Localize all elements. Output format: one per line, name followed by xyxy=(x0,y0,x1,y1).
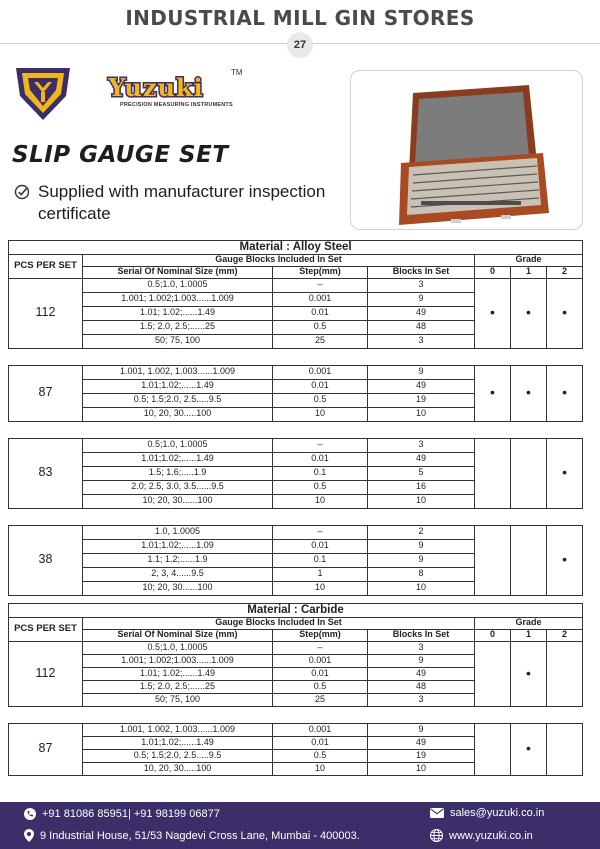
step-cell: 25 xyxy=(273,693,368,706)
step-cell: 0.01 xyxy=(273,667,368,680)
blocks-cell: 9 xyxy=(368,723,475,736)
grade-2-mark: • xyxy=(547,278,583,348)
blocks-cell: 16 xyxy=(368,480,475,494)
grade-header: Grade xyxy=(475,617,583,629)
grade-0-mark xyxy=(475,438,511,508)
pcs-count: 112 xyxy=(9,641,83,706)
nominal-size-cell: 1.001; 1.002;1.003......1.009 xyxy=(83,292,273,306)
nominal-size-cell: 0.5;1.0, 1.0005 xyxy=(83,278,273,292)
set-gap-cell xyxy=(9,508,583,525)
step-cell: – xyxy=(273,641,368,654)
phone-text[interactable]: +91 81086 85951| +91 98199 06877 xyxy=(42,808,220,820)
step-cell: 0.01 xyxy=(273,306,368,320)
gauge-blocks-header: Gauge Blocks Included In Set xyxy=(83,617,475,629)
blocks-cell: 5 xyxy=(368,466,475,480)
grade-1-mark: • xyxy=(511,365,547,421)
step-header: Step(mm) xyxy=(273,629,368,641)
blocks-cell: 49 xyxy=(368,379,475,393)
blocks-cell: 10 xyxy=(368,494,475,508)
nominal-size-cell: 0.5;1.0, 1.0005 xyxy=(83,438,273,452)
nominal-size-cell: 1.001; 1.002;1.003......1.009 xyxy=(83,654,273,667)
blocks-cell: 9 xyxy=(368,654,475,667)
step-cell: 10 xyxy=(273,581,368,595)
nominal-size-cell: 1.5; 2.0, 2.5;......25 xyxy=(83,680,273,693)
svg-text:Yuzuki: Yuzuki xyxy=(108,73,204,102)
step-cell: 0.001 xyxy=(273,365,368,379)
mail-icon xyxy=(430,808,444,818)
grade-2-header: 2 xyxy=(547,629,583,641)
set-gap xyxy=(9,421,583,438)
nominal-size-cell: 1.01; 1.02;......1.49 xyxy=(83,306,273,320)
set-gap xyxy=(9,706,583,723)
grade-0-mark xyxy=(475,525,511,595)
step-cell: 0.01 xyxy=(273,539,368,553)
table-row xyxy=(9,723,583,736)
set-gap-cell xyxy=(9,421,583,438)
step-header: Step(mm) xyxy=(273,266,368,278)
material-heading: Material : Carbide xyxy=(9,604,583,618)
blocks-cell: 3 xyxy=(368,438,475,452)
pcs-count: 87 xyxy=(9,365,83,421)
step-cell: 0.5 xyxy=(273,320,368,334)
grade-2-mark xyxy=(547,723,583,775)
nominal-size-cell: 0.5; 1.5;2.0, 2.5.....9.5 xyxy=(83,393,273,407)
pcs-count: 83 xyxy=(9,438,83,508)
nominal-size-cell: 1.001, 1.002, 1.003......1.009 xyxy=(83,365,273,379)
serial-size-header: Serial Of Nominal Size (mm) xyxy=(83,266,273,278)
brand-tagline: PRECISION MEASURING INSTRUMENTS xyxy=(120,102,233,108)
blocks-cell: 19 xyxy=(368,393,475,407)
grade-0-mark: • xyxy=(475,365,511,421)
step-cell: 0.01 xyxy=(273,736,368,749)
footer-phone xyxy=(24,808,220,820)
nominal-size-cell: 2.0; 2.5, 3.0, 3.5......9.5 xyxy=(83,480,273,494)
nominal-size-cell: 1.0, 1.0005 xyxy=(83,525,273,539)
grade-1-header: 1 xyxy=(511,266,547,278)
grade-2-header: 2 xyxy=(547,266,583,278)
page-number-badge: 27 xyxy=(287,32,313,58)
grade-0-mark xyxy=(475,641,511,706)
blocks-cell: 49 xyxy=(368,452,475,466)
blocks-cell: 2 xyxy=(368,525,475,539)
nominal-size-cell: 1.001, 1.002, 1.003......1.009 xyxy=(83,723,273,736)
phone-icon xyxy=(24,808,36,820)
pcs-count: 38 xyxy=(9,525,83,595)
table-row xyxy=(9,365,583,379)
blocks-in-set-header: Blocks In Set xyxy=(368,266,475,278)
blocks-cell: 9 xyxy=(368,553,475,567)
feature-text: Supplied with manufacturer inspection certificate xyxy=(38,182,326,223)
nominal-size-cell: 50; 75, 100 xyxy=(83,693,273,706)
pcs-per-set-header: PCS PER SET xyxy=(9,617,83,641)
blocks-cell: 9 xyxy=(368,365,475,379)
nominal-size-cell: 1.01;1.02;......1.49 xyxy=(83,379,273,393)
yuzuki-wordmark-logo xyxy=(80,72,232,102)
blocks-cell: 49 xyxy=(368,306,475,320)
nominal-size-cell: 10; 20, 30......100 xyxy=(83,581,273,595)
grade-0-header: 0 xyxy=(475,629,511,641)
footer-website xyxy=(430,829,533,842)
feature-bullet xyxy=(14,181,328,225)
gauge-blocks-header: Gauge Blocks Included In Set xyxy=(83,254,475,266)
grade-1-mark xyxy=(511,438,547,508)
set-gap xyxy=(9,348,583,365)
nominal-size-cell: 50; 75, 100 xyxy=(83,334,273,348)
blocks-cell: 48 xyxy=(368,680,475,693)
blocks-cell: 9 xyxy=(368,539,475,553)
pcs-per-set-header: PCS PER SET xyxy=(9,254,83,278)
step-cell: 0.1 xyxy=(273,466,368,480)
step-cell: 10 xyxy=(273,762,368,775)
blocks-cell: 3 xyxy=(368,693,475,706)
nominal-size-cell: 10, 20, 30.....100 xyxy=(83,762,273,775)
pcs-count: 87 xyxy=(9,723,83,775)
slip-gauge-set-photo xyxy=(351,71,583,230)
nominal-size-cell: 10; 20, 30......100 xyxy=(83,494,273,508)
step-cell: 0.5 xyxy=(273,680,368,693)
grade-1-mark: • xyxy=(511,278,547,348)
nominal-size-cell: 1.01; 1.02;......1.49 xyxy=(83,667,273,680)
step-cell: – xyxy=(273,278,368,292)
carbide-spec-table xyxy=(8,603,583,776)
step-cell: 0.001 xyxy=(273,654,368,667)
grade-1-header: 1 xyxy=(511,629,547,641)
serial-size-header: Serial Of Nominal Size (mm) xyxy=(83,629,273,641)
grade-1-mark: • xyxy=(511,723,547,775)
table-row xyxy=(9,278,583,292)
globe-icon xyxy=(430,829,443,842)
nominal-size-cell: 0.5; 1.5;2.0, 2.5.....9.5 xyxy=(83,749,273,762)
step-cell: 10 xyxy=(273,407,368,421)
step-cell: 0.5 xyxy=(273,480,368,494)
grade-2-mark xyxy=(547,641,583,706)
blocks-cell: 8 xyxy=(368,567,475,581)
page-header-title: INDUSTRIAL MILL GIN STORES xyxy=(125,6,475,30)
grade-1-mark xyxy=(511,525,547,595)
nominal-size-cell: 1.01;1.02;......1.49 xyxy=(83,736,273,749)
table-row xyxy=(9,525,583,539)
grade-2-mark: • xyxy=(547,365,583,421)
blocks-cell: 3 xyxy=(368,641,475,654)
location-pin-icon xyxy=(24,829,34,842)
nominal-size-cell: 0.5;1.0, 1.0005 xyxy=(83,641,273,654)
grade-1-mark: • xyxy=(511,641,547,706)
step-cell: 25 xyxy=(273,334,368,348)
check-circle-icon xyxy=(14,184,30,200)
blocks-cell: 49 xyxy=(368,736,475,749)
pcs-count: 112 xyxy=(9,278,83,348)
blocks-cell: 9 xyxy=(368,292,475,306)
table-row xyxy=(9,438,583,452)
step-cell: 0.5 xyxy=(273,749,368,762)
blocks-cell: 49 xyxy=(368,667,475,680)
grade-0-header: 0 xyxy=(475,266,511,278)
step-cell: 1 xyxy=(273,567,368,581)
blocks-cell: 19 xyxy=(368,749,475,762)
nominal-size-cell: 1.01;1.02;......1.09 xyxy=(83,539,273,553)
step-cell: 0.1 xyxy=(273,553,368,567)
nominal-size-cell: 1.5; 1.6;.....1.9 xyxy=(83,466,273,480)
email-text[interactable]: sales@yuzuki.co.in xyxy=(450,807,545,819)
step-cell: 10 xyxy=(273,494,368,508)
set-gap-cell xyxy=(9,348,583,365)
set-gap xyxy=(9,508,583,525)
blocks-in-set-header: Blocks In Set xyxy=(368,629,475,641)
grade-2-mark: • xyxy=(547,525,583,595)
yuzuki-shield-logo-icon xyxy=(12,66,74,122)
website-text[interactable]: www.yuzuki.co.in xyxy=(449,829,533,842)
step-cell: 0.01 xyxy=(273,452,368,466)
grade-0-mark xyxy=(475,723,511,775)
product-photo xyxy=(350,70,583,230)
blocks-cell: 10 xyxy=(368,581,475,595)
nominal-size-cell: 1.01;1.02;......1.49 xyxy=(83,452,273,466)
set-gap-cell xyxy=(9,706,583,723)
footer-address xyxy=(24,829,360,842)
contact-footer xyxy=(0,802,600,849)
product-title: SLIP GAUGE SET xyxy=(12,142,229,168)
nominal-size-cell: 1.1; 1.2;......1.9 xyxy=(83,553,273,567)
step-cell: – xyxy=(273,438,368,452)
trademark-mark: TM xyxy=(231,68,243,77)
address-text: 9 Industrial House, 51/53 Nagdevi Cross Lane, Mumbai - 400003. xyxy=(40,829,360,842)
material-heading: Material : Alloy Steel xyxy=(9,241,583,255)
blocks-cell: 10 xyxy=(368,762,475,775)
step-cell: 0.001 xyxy=(273,292,368,306)
blocks-cell: 3 xyxy=(368,334,475,348)
footer-email xyxy=(430,807,544,819)
table-row xyxy=(9,641,583,654)
nominal-size-cell: 10, 20, 30.....100 xyxy=(83,407,273,421)
blocks-cell: 48 xyxy=(368,320,475,334)
step-cell: 0.5 xyxy=(273,393,368,407)
grade-2-mark: • xyxy=(547,438,583,508)
grade-header: Grade xyxy=(475,254,583,266)
step-cell: 0.001 xyxy=(273,723,368,736)
alloy-steel-spec-table xyxy=(8,240,583,596)
nominal-size-cell: 2, 3, 4......9.5 xyxy=(83,567,273,581)
step-cell: – xyxy=(273,525,368,539)
nominal-size-cell: 1.5; 2.0, 2.5;......25 xyxy=(83,320,273,334)
blocks-cell: 3 xyxy=(368,278,475,292)
blocks-cell: 10 xyxy=(368,407,475,421)
grade-0-mark: • xyxy=(475,278,511,348)
step-cell: 0.01 xyxy=(273,379,368,393)
